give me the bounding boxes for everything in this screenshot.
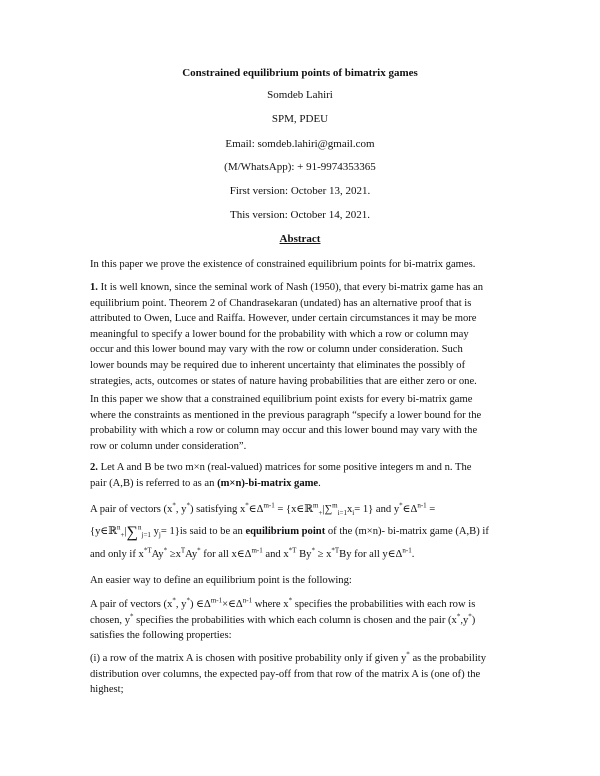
author-affiliation: SPM, PDEU (271, 113, 329, 125)
def-sup: n (138, 523, 142, 532)
item-i-sup: * (406, 650, 410, 659)
section-1-line-5: occur and this lower bound may vary with the row or column under consideration. Such (90, 344, 463, 356)
def-sup: m-1 (251, 546, 263, 555)
def-text: y (153, 526, 159, 537)
def-text: = (426, 504, 436, 515)
author-name: Somdeb Lahiri (267, 89, 333, 101)
def-text: Ay (185, 549, 198, 560)
def-text: . (411, 549, 415, 560)
def-text: By for all y∈Δ (339, 549, 403, 560)
section-2-line-1 (90, 460, 514, 476)
p3-sup: * (130, 612, 134, 621)
def-sup: * (172, 501, 176, 510)
author-phone: (M/WhatsApp): + 91-9974353365 (224, 161, 376, 173)
paragraph-3 (90, 597, 514, 644)
def-sup: *T (143, 546, 152, 555)
easier-definition-intro (90, 573, 514, 589)
item-i-line-2: distribution over columns, the expected pay-off from that row of the matrix A is (one of) the (90, 668, 481, 680)
def-text: = 1}is said to be an (160, 526, 246, 537)
paper-title: Constrained equilibrium points of bimatrix games (182, 67, 418, 79)
sum-symbol: ∑ (126, 524, 139, 541)
item-i-text: as the probability (409, 653, 486, 664)
p3-sup: n-1 (242, 596, 253, 605)
paragraph-2-line-3: probability with which a row or column may occur and this lower bound may vary with the (90, 425, 478, 437)
equilibrium-definition (90, 501, 514, 564)
section-2-text-post: . (318, 477, 321, 489)
p3-text: where x (252, 599, 289, 610)
property-item-i (90, 651, 514, 698)
abstract-heading: Abstract (279, 233, 321, 245)
def-text: x (347, 504, 353, 515)
section-1-line-2: equilibrium point. Theorem 2 of Chandrasekaran (undated) has an alternative proof that is (90, 297, 472, 309)
first-version-date: First version: October 13, 2021. (229, 185, 371, 197)
def-text: ∈Δ (248, 504, 264, 515)
def-sup: * (186, 501, 190, 510)
def-sub: j=1 (141, 531, 151, 540)
def-text: | (124, 526, 127, 537)
def-text: of the (m×n)- bi-matrix game (A,B) if (325, 526, 489, 537)
paragraph-2 (90, 392, 514, 454)
def-text: ≥ x (314, 549, 332, 560)
paragraph-3-line-1 (90, 597, 514, 613)
p3-text: ,y (460, 614, 469, 626)
def-sup: * (311, 546, 315, 555)
def-sup: * (163, 546, 168, 555)
section-1-line-4: meaningful to specify a lower bound for the probability with which a row or column may (90, 328, 469, 340)
def-text: = 1} and y (354, 504, 400, 515)
p3-sup: m-1 (210, 596, 223, 605)
def-text: = {x∈ℝ (274, 504, 314, 515)
p3-sup: * (456, 612, 461, 621)
def-text: for all x∈Δ (200, 549, 252, 560)
def-sup: *T (331, 546, 340, 555)
p3-text: chosen, y (90, 614, 131, 626)
section-2-text: Let A and B be two m×n (real-valued) matrices for some positive integers m and n. The (100, 462, 472, 473)
item-i-line-1 (90, 651, 514, 667)
author-email: Email: somdeb.lahiri@gmail.com (225, 138, 375, 150)
section-2-line-2 (90, 476, 514, 492)
easier-line: An easier way to define an equilibrium point is the following: (90, 575, 352, 586)
definition-line-3 (90, 546, 514, 564)
def-text: ∈Δ (402, 504, 418, 515)
p3-text: , y (175, 599, 187, 610)
def-sup: * (197, 546, 201, 555)
section-1 (90, 280, 514, 389)
abstract-text (90, 257, 514, 273)
def-sub: + (120, 531, 125, 540)
def-sub: i=1 (337, 509, 347, 518)
paragraph-3-line-2 (90, 613, 514, 629)
def-text: {y∈ℝ (90, 526, 118, 537)
def-sub: j (158, 531, 161, 540)
p3-sup: * (288, 596, 293, 605)
def-text: A pair of vectors (x (90, 504, 173, 515)
def-text: Ay (151, 549, 164, 560)
def-sup: m (332, 501, 338, 510)
section-2-number: 2. (90, 462, 98, 473)
section-1-line-3: attributed to Owen, Luce and Raiffa. However, under certain circumstances it may be more (90, 313, 477, 325)
def-text: and only if x (90, 549, 144, 560)
def-sup: n-1 (417, 501, 427, 510)
def-sup: m (313, 501, 319, 510)
def-sub: i (352, 509, 355, 518)
def-text: , y (175, 504, 187, 515)
item-i-text: (i) a row of the matrix A is chosen with positive probability only if given y (90, 653, 407, 664)
item-i-line-3: highest; (90, 684, 124, 696)
p3-text: specifies the probabilities with each row is (292, 599, 476, 610)
section-1-line-6: lower bounds may be required due to inherent uncertainty that eliminates the possibly of (90, 359, 466, 371)
def-sup: * (245, 501, 249, 510)
section-1-line-7: strategies, acts, outcomes or states of nature having probabilities that are either zero or one. (90, 375, 477, 387)
def-sub: + (318, 509, 323, 518)
def-text: ) satisfying x (189, 504, 246, 515)
def-sup: T (180, 546, 186, 555)
def-text: By (296, 549, 312, 560)
abstract-line: In this paper we prove the existence of constrained equilibrium points for bi-matrix games. (90, 259, 476, 270)
this-version-date: This version: October 14, 2021. (230, 209, 370, 221)
p3-text: A pair of vectors (x (90, 599, 173, 610)
paragraph-2-line-1: In this paper we show that a constrained equilibrium point exists for every bi-matrix game (90, 394, 473, 405)
def-sup: *T (288, 546, 297, 555)
def-text: ≥x (167, 549, 181, 560)
section-1-line-1 (90, 280, 514, 296)
def-sup: * (399, 501, 403, 510)
definition-line-2 (90, 523, 514, 542)
p3-sup: * (468, 612, 472, 621)
section-2-text-pre: pair (A,B) is referred to as an (90, 477, 218, 489)
def-sup: m-1 (263, 501, 275, 510)
p3-text: ) (471, 614, 476, 626)
definition-line-1 (90, 501, 514, 519)
p3-sup: * (186, 596, 190, 605)
def-sup: n-1 (402, 546, 412, 555)
bimatrix-game-term: (m×n)-bi-matrix game (217, 477, 319, 489)
p3-text: ×∈Δ (222, 599, 243, 610)
def-text: and x (262, 549, 289, 560)
section-1-text: It is well known, since the seminal work of Nash (1950), that every bi-matrix game has an (100, 282, 484, 293)
section-1-number: 1. (90, 282, 98, 293)
p3-text: specifies the probabilities with which each column is chosen and the pair (x (133, 614, 457, 626)
section-2 (90, 460, 514, 491)
paragraph-2-line-2: where the constraints as mentioned in the previous paragraph “specify a lower bound for the (90, 409, 482, 421)
p3-sup: * (172, 596, 176, 605)
paragraph-3-line-3: satisfies the following properties: (90, 630, 232, 642)
def-text: |∑ (322, 504, 333, 515)
paragraph-2-line-4: row or column under consideration”. (90, 440, 247, 452)
def-sup: n (117, 523, 121, 532)
p3-text: ) ∈Δ (189, 599, 211, 610)
equilibrium-point-term: equilibrium point (245, 526, 326, 537)
